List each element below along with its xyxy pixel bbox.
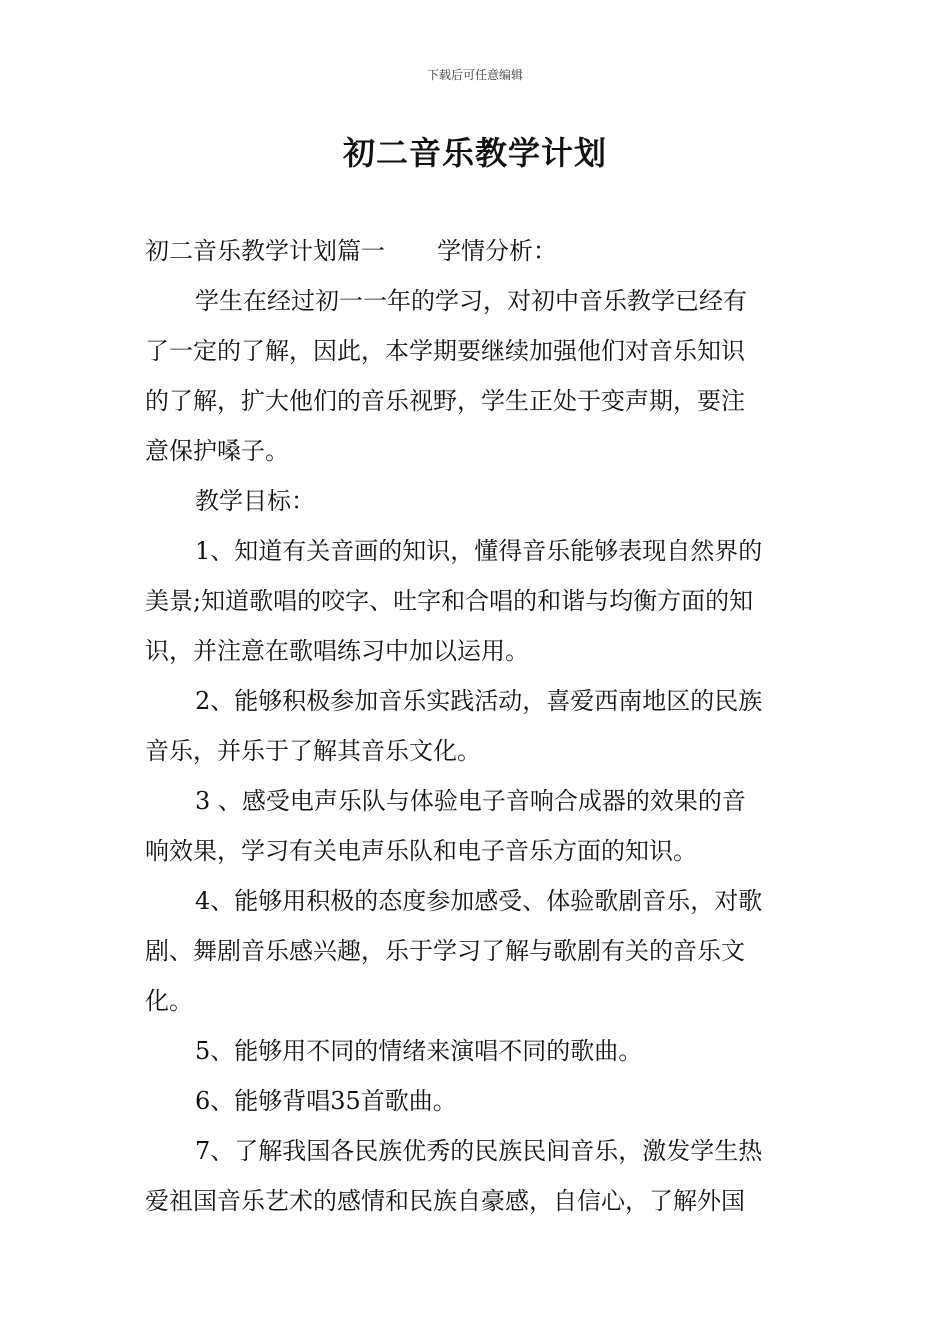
header-note: 下载后可任意编辑 <box>426 68 523 82</box>
section-heading: 初二音乐教学计划篇一 <box>145 237 385 265</box>
paragraph-line: 的了解，扩大他们的音乐视野，学生正处于变声期，要注 <box>145 387 745 415</box>
paragraph-line: 4、能够用积极的态度参加感受、体验歌剧音乐，对歌 <box>195 887 763 915</box>
paragraph-line: 美景;知道歌唱的咬字、吐字和合唱的和谐与均衡方面的知 <box>145 587 754 615</box>
paragraph-line: 爱祖国音乐艺术的感情和民族自豪感，自信心，了解外国 <box>145 1187 745 1215</box>
document-title: 初二音乐教学计划 <box>342 134 607 172</box>
paragraph-line: 化。 <box>145 987 193 1015</box>
paragraph-line: 意保护嗓子。 <box>145 437 289 465</box>
paragraph-line: 2、能够积极参加音乐实践活动，喜爱西南地区的民族 <box>195 687 763 715</box>
paragraph-line: 1、知道有关音画的知识，懂得音乐能够表现自然界的 <box>195 537 763 565</box>
section-heading-line <box>145 226 807 276</box>
paragraph-line: 音乐，并乐于了解其音乐文化。 <box>145 737 481 765</box>
paragraph-line: 7、了解我国各民族优秀的民族民间音乐，激发学生热 <box>195 1137 763 1165</box>
paragraph-line: 识，并注意在歌唱练习中加以运用。 <box>145 637 529 665</box>
objectives-heading: 教学目标： <box>195 487 315 515</box>
document-body <box>145 226 807 1226</box>
paragraph-line: 学生在经过初一一年的学习，对初中音乐教学已经有 <box>195 287 747 315</box>
paragraph-line: 6、能够背唱35首歌曲。 <box>195 1087 457 1115</box>
paragraph-line: 剧、舞剧音乐感兴趣，乐于学习了解与歌剧有关的音乐文 <box>145 937 745 965</box>
paragraph-line: 响效果，学习有关电声乐队和电子音乐方面的知识。 <box>145 837 697 865</box>
paragraph-line: 5、能够用不同的情绪来演唱不同的歌曲。 <box>195 1037 643 1065</box>
paragraph-line: 了一定的了解，因此，本学期要继续加强他们对音乐知识 <box>145 337 745 365</box>
paragraph-line: 3 、感受电声乐队与体验电子音响合成器的效果的音 <box>195 787 746 815</box>
subsection-heading: 学情分析： <box>437 237 557 265</box>
